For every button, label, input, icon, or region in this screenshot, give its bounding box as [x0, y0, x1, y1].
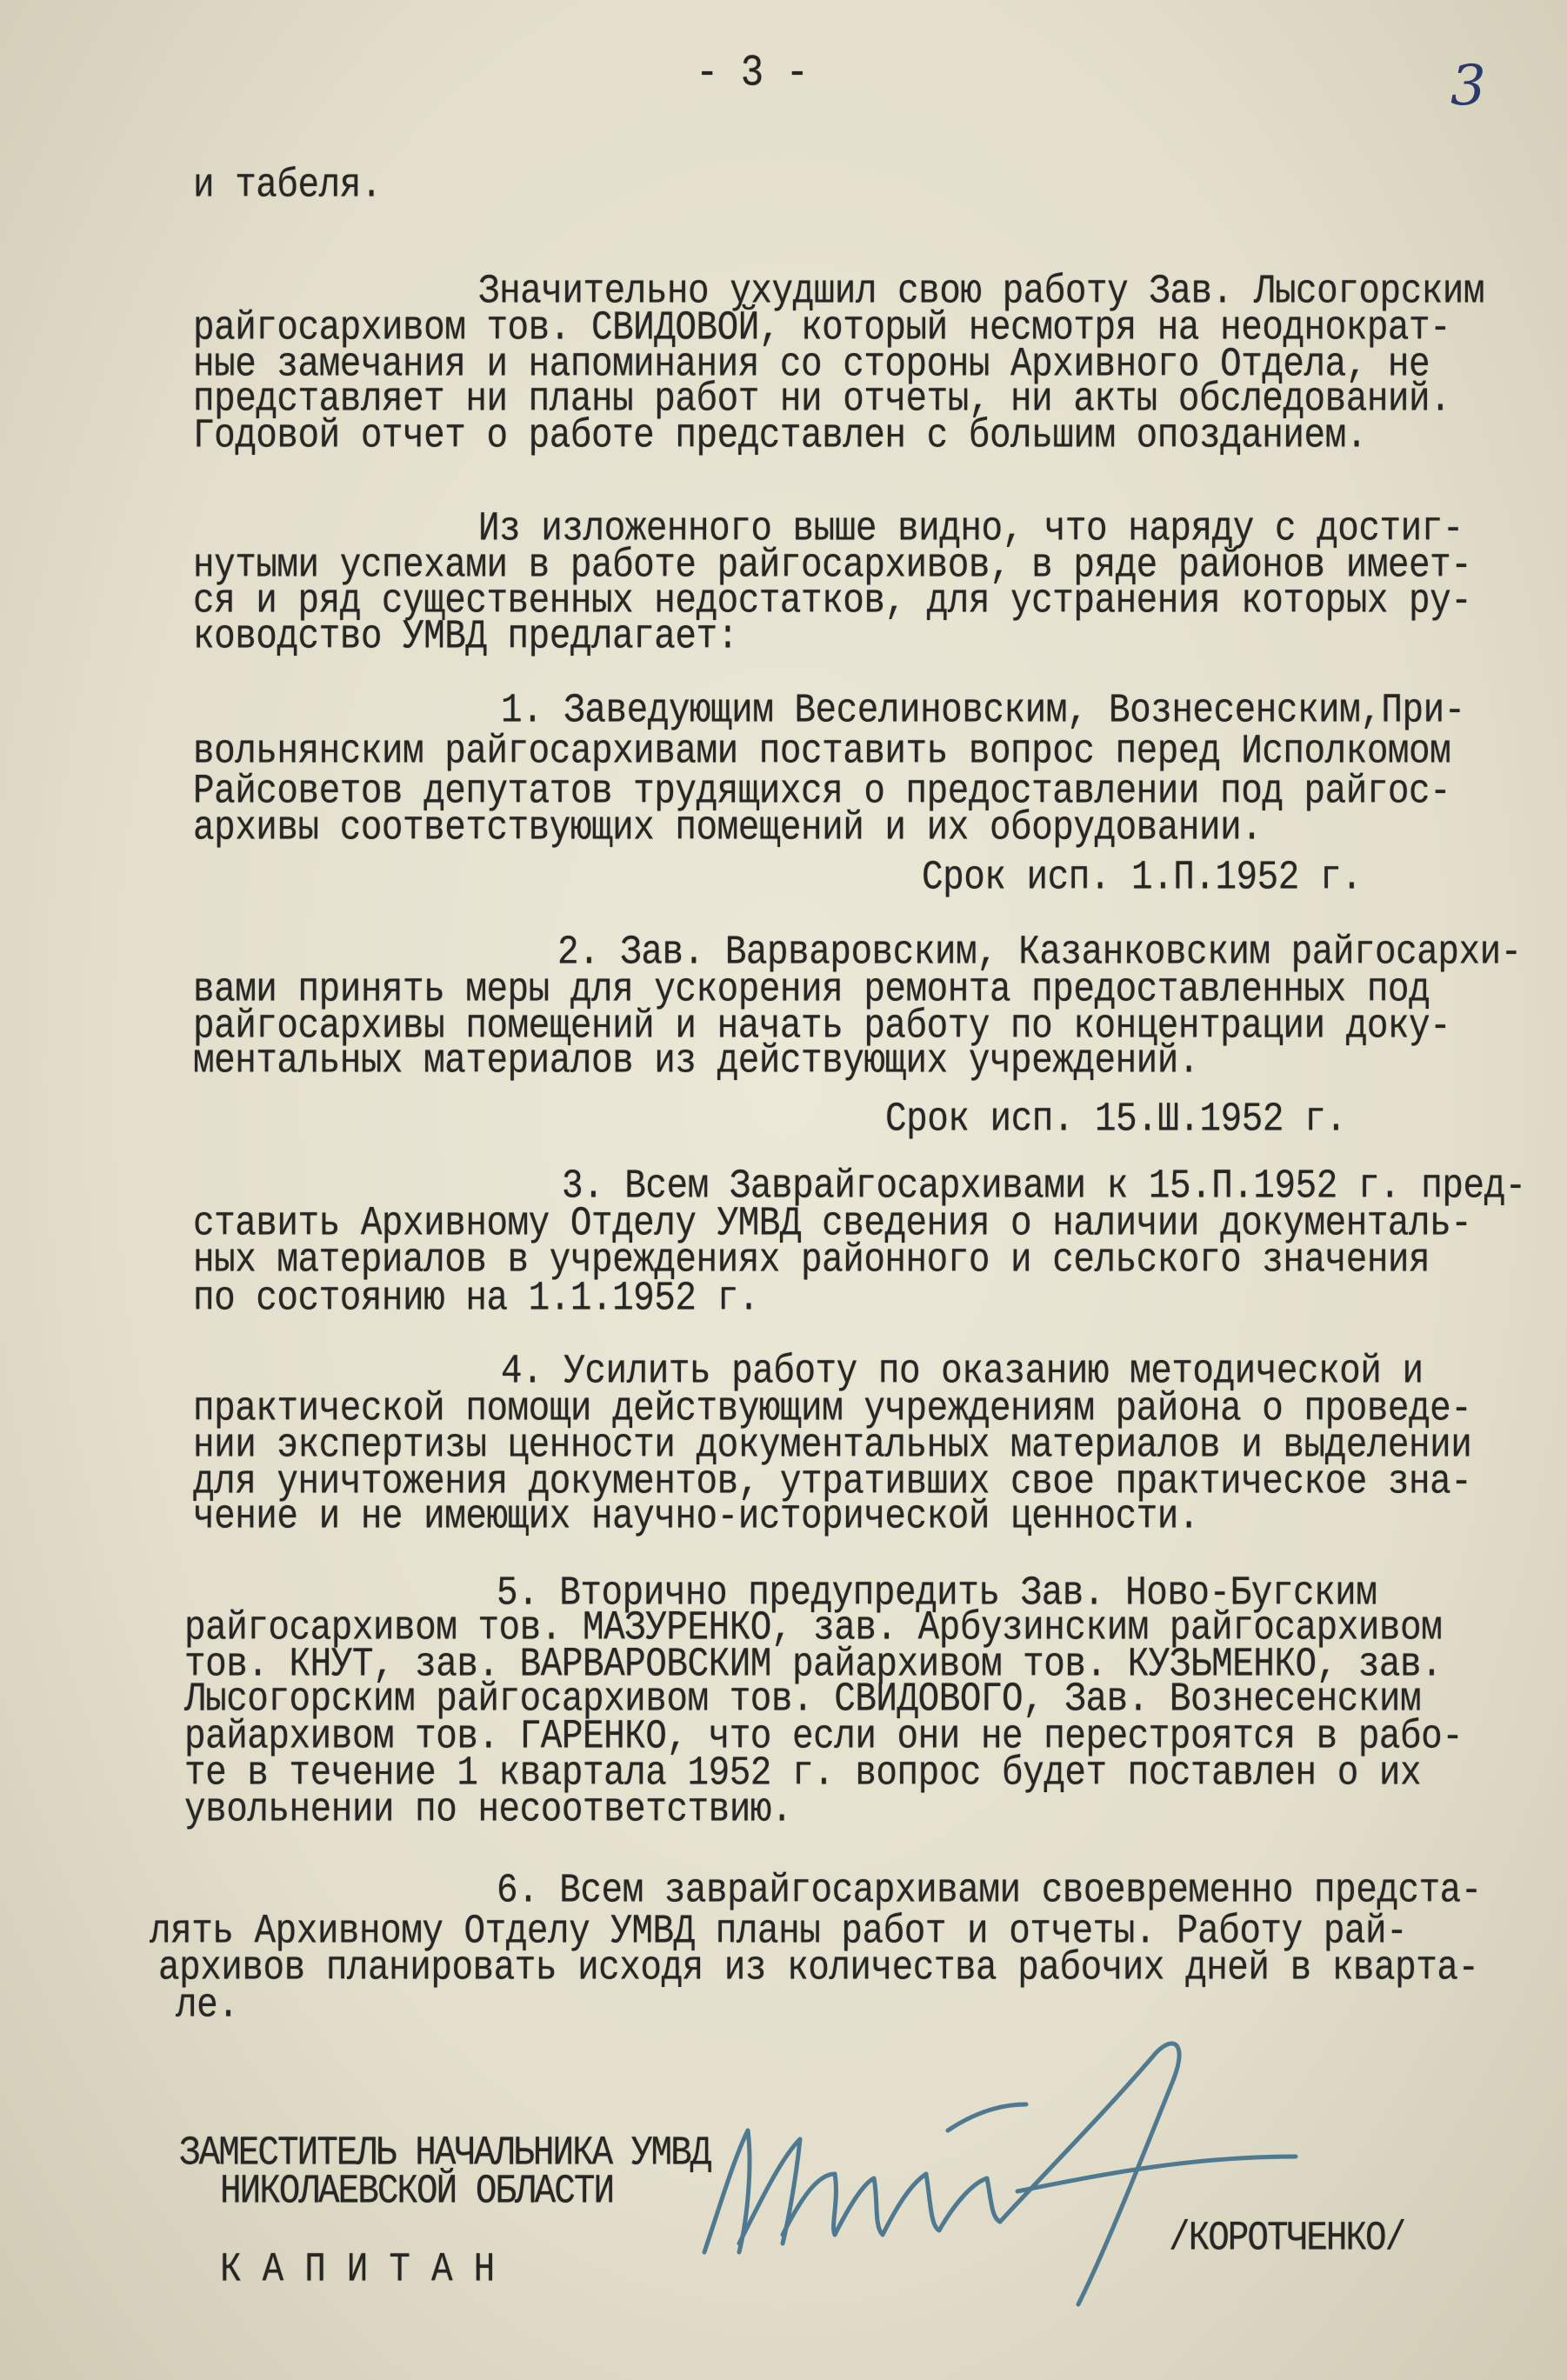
deadline: Срок исп. 15.Ш.1952 г. — [885, 1097, 1347, 1143]
text-line: 3. Всем Заврайгосархивами к 15.П.1952 г. пред- — [562, 1163, 1526, 1210]
text-line: ментальных материалов из действующих учреждений. — [193, 1038, 1199, 1085]
text-line: увольнении по несоответствию. — [184, 1787, 793, 1834]
text-line: те в течение 1 квартала 1952 г. вопрос будет поставлен о их — [184, 1750, 1422, 1797]
text-line: 5. Вторично предупредить Зав. Ново-Бугским — [497, 1570, 1377, 1617]
deadline: Срок исп. 1.П.1952 г. — [922, 855, 1363, 902]
text-line: райархивом тов. ГАРЕНКО, что если они не перестроятся в рабо- — [184, 1714, 1464, 1761]
text-line: для уничтожения документов, утративших свое практическое зна- — [193, 1459, 1472, 1506]
text-line: ные замечания и напоминания со стороны Архивного Отдела, не — [193, 342, 1430, 389]
text-line: ководство УМВД предлагает: — [193, 614, 738, 661]
handwritten-signature — [687, 2026, 1400, 2313]
page-number: - 3 - — [696, 49, 809, 99]
signatory-rank: КАПИТАН — [220, 2247, 517, 2294]
text-line: ле. — [176, 1983, 239, 2030]
text-line: тов. КНУТ, зав. ВАРВАРОВСКИМ райархивом тов. КУЗЬМЕНКО, зав. — [184, 1642, 1443, 1689]
signatory-region: НИКОЛАЕВСКОЙ ОБЛАСТИ — [220, 2169, 614, 2216]
text-line: ся и ряд существенных недостатков, для устранения которых ру- — [193, 578, 1472, 625]
text-line: Райсоветов депутатов трудящихся о предоставлении под райгос- — [193, 769, 1451, 816]
text-line: вами принять меры для ускорения ремонта предоставленных под — [193, 967, 1430, 1014]
text-line: райгосархивы помещений и начать работу по концентрации доку- — [193, 1003, 1451, 1050]
text-line: Значительно ухудшил свою работу Зав. Лысогорским — [478, 269, 1484, 316]
text-line: 1. Заведующим Веселиновским, Вознесенским,При- — [501, 688, 1465, 735]
text-line: чение и не имеющих научно-исторической ценности. — [193, 1494, 1199, 1541]
text-line: ных материалов в учреждениях районного и сельского значения — [193, 1237, 1430, 1284]
text-line: 6. Всем заврайгосархивами своевременно предста- — [497, 1868, 1482, 1915]
text-line: Годовой отчет о работе представлен с большим опозданием. — [193, 413, 1367, 460]
intro-line: и табеля. — [193, 163, 382, 210]
text-line: 4. Усилить работу по оказанию методической и — [501, 1349, 1424, 1396]
text-line: Из изложенного выше видно, что наряду с достиг- — [478, 506, 1464, 553]
text-line: по состоянию на 1.1.1952 г. — [193, 1276, 759, 1323]
text-line: ставить Архивному Отделу УМВД сведения о наличии документаль- — [193, 1201, 1472, 1248]
text-line: Лысогорским райгосархивом тов. СВИДОВОГО, Зав. Вознесенским — [184, 1677, 1422, 1723]
text-line: 2. Зав. Варваровским, Казанковским райгосархи- — [557, 930, 1522, 977]
text-line: нии экспертизы ценности документальных материалов и выделении — [193, 1423, 1472, 1470]
signatory-title: ЗАМЕСТИТЕЛЬ НАЧАЛЬНИКА УМВД — [179, 2130, 710, 2177]
text-line: представляет ни планы работ ни отчеты, ни акты обследований. — [193, 377, 1451, 423]
text-line: архивы соответствующих помещений и их оборудовании. — [193, 805, 1263, 852]
text-line: практической помощи действующим учреждениям района о проведе- — [193, 1386, 1472, 1433]
text-line: архивов планировать исходя из количества рабочих дней в кварта- — [158, 1945, 1479, 1992]
text-line: райгосархивом тов. МАЗУРЕНКО, зав. Арбузинским райгосархивом — [184, 1605, 1443, 1652]
handwritten-folio-number: 3 — [1450, 54, 1486, 118]
text-line: вольнянским райгосархивами поставить вопрос перед Исполкомом — [193, 729, 1451, 776]
signatory-name: /КОРОТЧЕНКО/ — [1169, 2216, 1405, 2263]
text-line: райгосархивом тов. СВИДОВОЙ, который несмотря на неоднократ- — [193, 305, 1451, 352]
text-line: лять Архивному Отделу УМВД планы работ и отчеты. Работу рай- — [150, 1909, 1408, 1956]
text-line: нутыми успехами в работе райгосархивов, в ряде районов имеет- — [193, 543, 1472, 590]
